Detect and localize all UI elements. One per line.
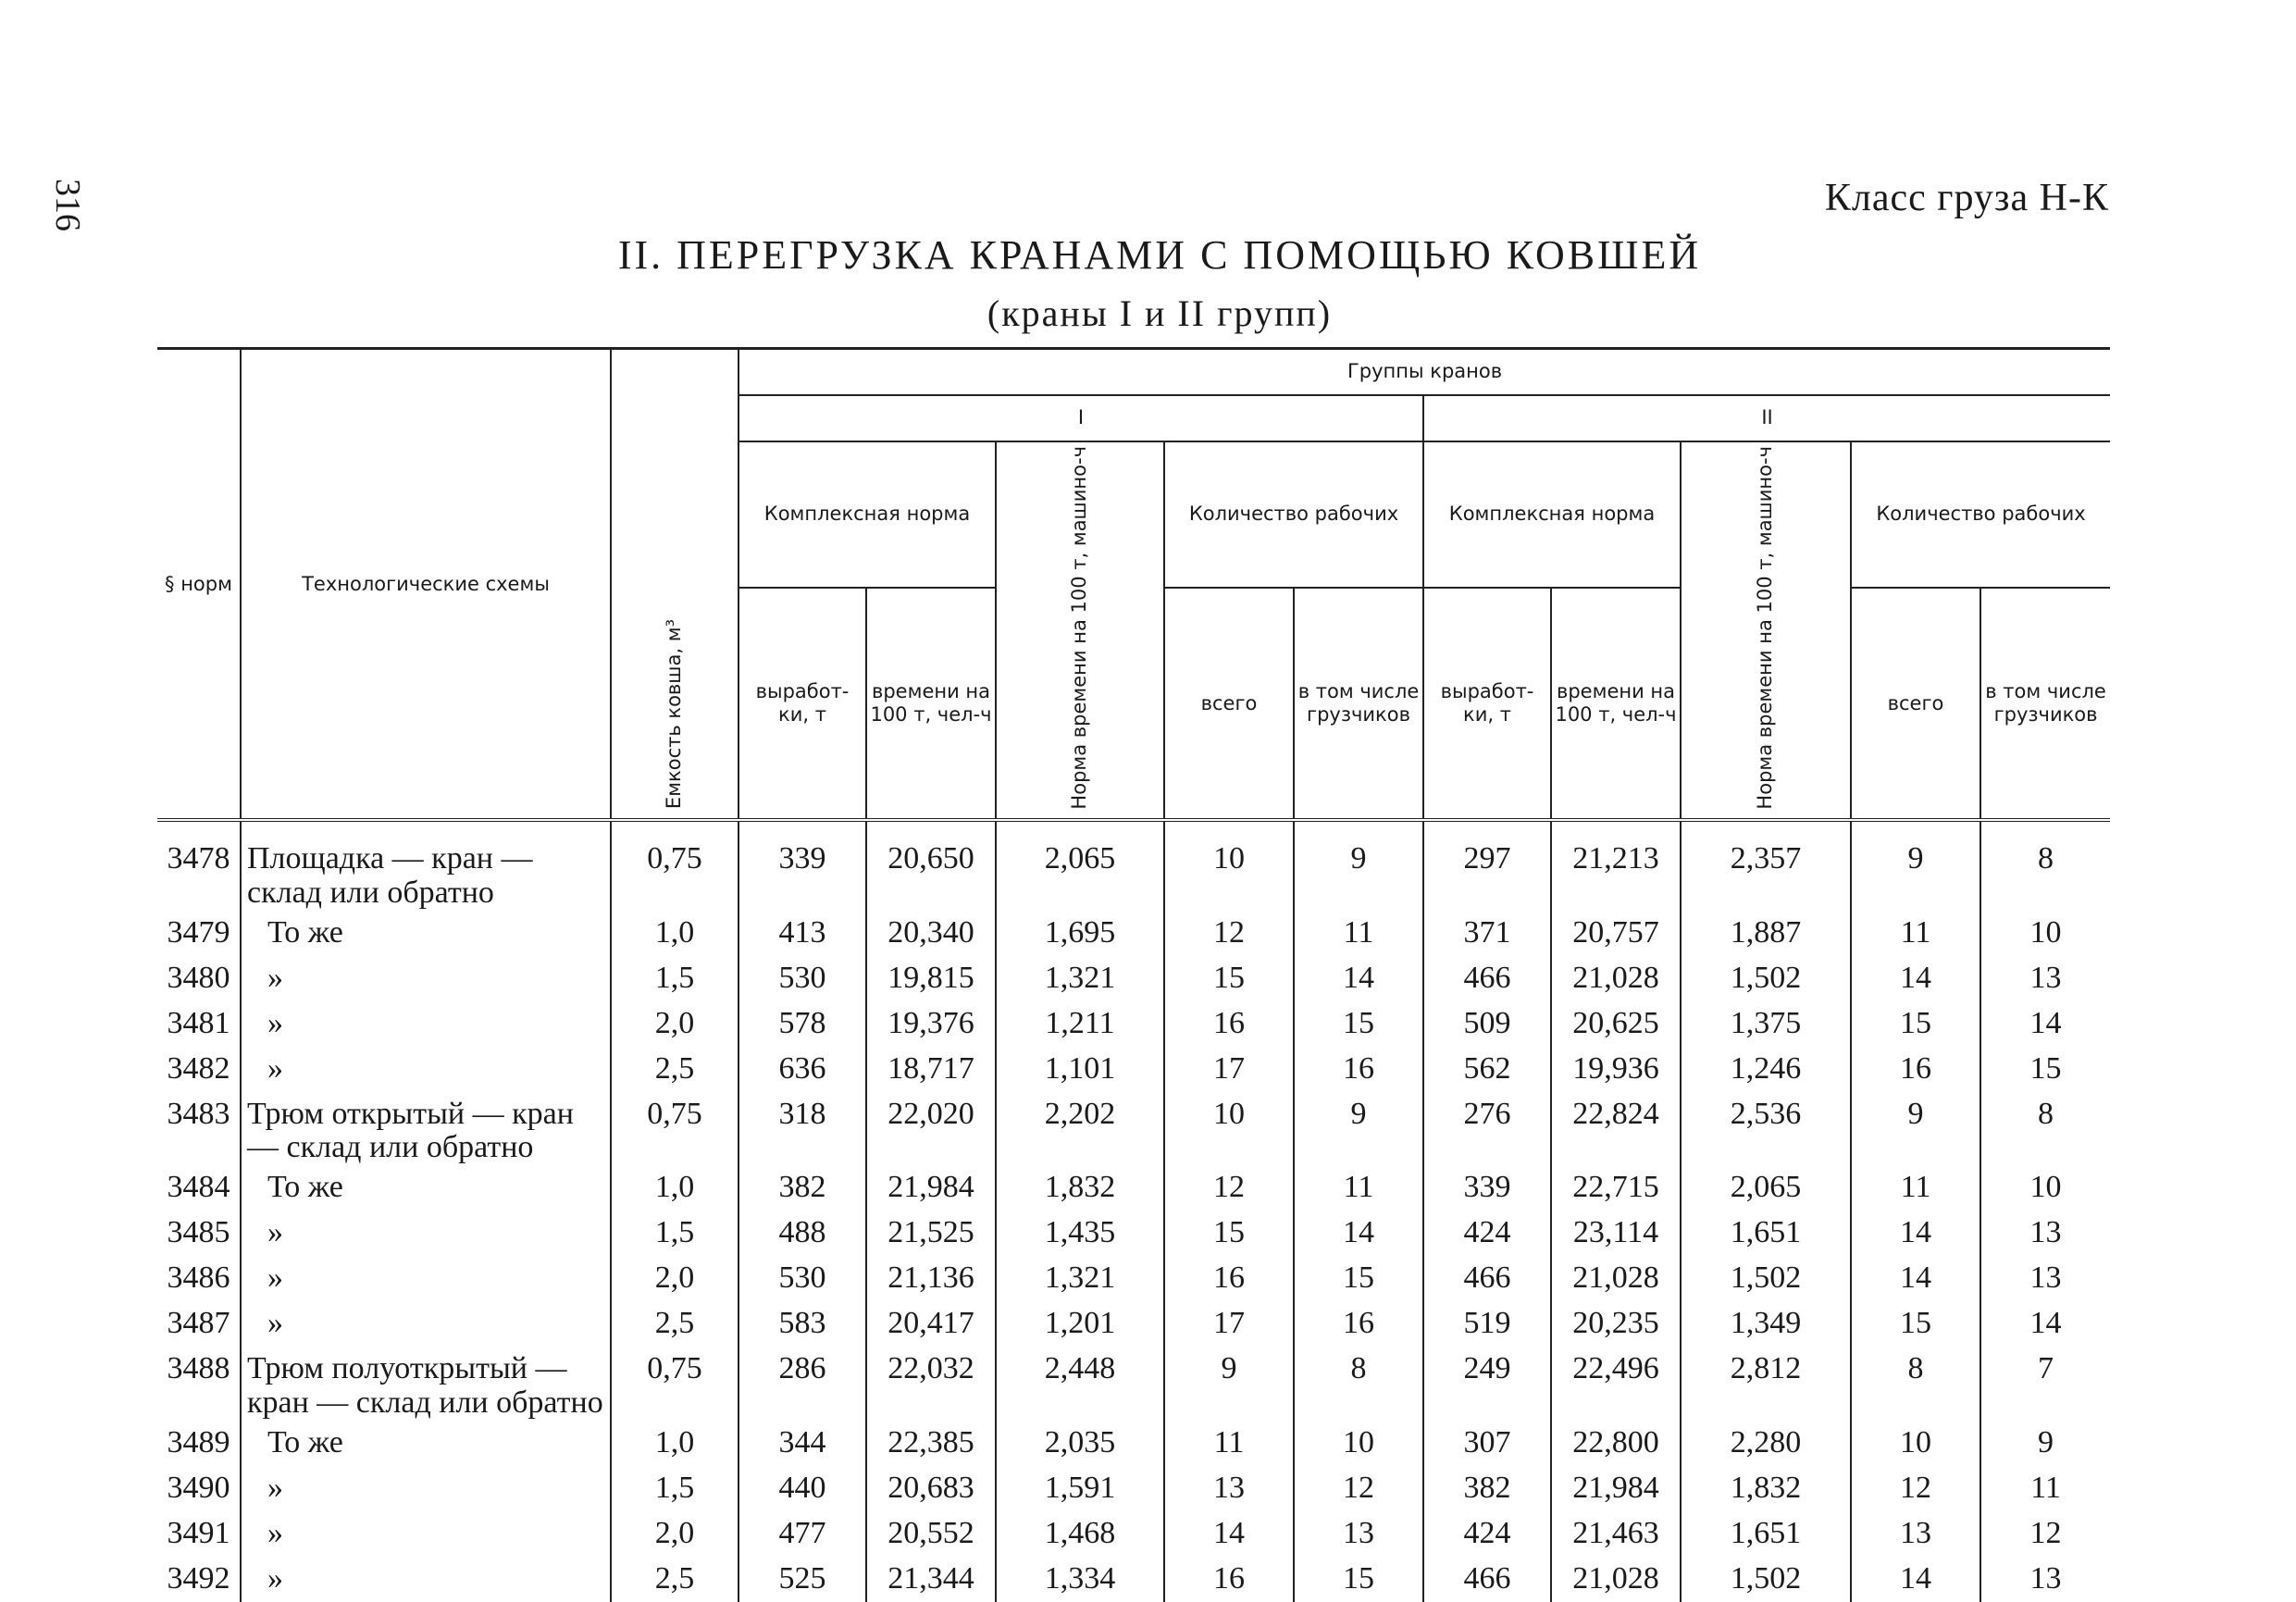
cell-g2-time: 21,463 bbox=[1551, 1511, 1681, 1557]
cell-g2-machine-time: 1,375 bbox=[1681, 1001, 1851, 1047]
cell-g1-loaders: 11 bbox=[1294, 1165, 1423, 1211]
cell-g2-machine-time: 1,651 bbox=[1681, 1211, 1851, 1256]
cell-scheme: Трюм полуоткрытый — кран — склад или обратно bbox=[241, 1347, 611, 1420]
section-title: II. ПЕРЕГРУЗКА КРАНАМИ С ПОМОЩЬЮ КОВШЕЙ bbox=[617, 232, 1702, 278]
cell-bucket-capacity: 0,75 bbox=[611, 1092, 738, 1165]
cell-bucket-capacity: 2,0 bbox=[611, 1001, 738, 1047]
cell-g2-machine-time: 1,246 bbox=[1681, 1047, 1851, 1092]
cell-g1-output: 530 bbox=[738, 1256, 866, 1301]
cell-g2-machine-time: 1,832 bbox=[1681, 1466, 1851, 1511]
cell-scheme: » bbox=[241, 1211, 611, 1256]
header-group-1: I bbox=[738, 395, 1423, 441]
cell-g1-workers-total: 17 bbox=[1164, 1047, 1294, 1092]
cell-g1-time: 21,136 bbox=[866, 1256, 996, 1301]
cell-norm-number: 3487 bbox=[167, 1306, 230, 1341]
cell-g2-output: 509 bbox=[1423, 1001, 1551, 1047]
header-g2-loaders: в том числе грузчиков bbox=[1980, 588, 2110, 820]
cell-bucket-capacity: 2,5 bbox=[611, 1557, 738, 1602]
cell-norm-number: 3491 bbox=[167, 1515, 230, 1550]
cell-g1-machine-time: 1,201 bbox=[996, 1301, 1164, 1347]
cell-g1-output: 440 bbox=[738, 1466, 866, 1511]
cell-g2-loaders: 9 bbox=[1980, 1421, 2110, 1466]
cell-g1-output: 286 bbox=[738, 1347, 866, 1420]
cell-scheme: » bbox=[241, 956, 611, 1001]
cell-g2-workers-total: 16 bbox=[1851, 1047, 1980, 1092]
cell-norm-number: 3486 bbox=[167, 1260, 230, 1296]
table-header bbox=[157, 349, 2110, 821]
cell-g1-loaders: 15 bbox=[1294, 1001, 1423, 1047]
cell-g1-machine-time: 1,435 bbox=[996, 1211, 1164, 1256]
cell-g1-machine-time: 1,468 bbox=[996, 1511, 1164, 1557]
header-g2-machine-time: Норма времени на 100 т, машино-ч bbox=[1681, 441, 1851, 821]
cell-g2-loaders: 13 bbox=[1980, 1256, 2110, 1301]
cell-g2-workers-total: 11 bbox=[1851, 1165, 1980, 1211]
norms-table bbox=[157, 347, 2110, 1602]
header-g2-workers: Количество рабочих bbox=[1851, 441, 2110, 589]
table-row bbox=[157, 956, 2110, 1001]
cell-g1-workers-total: 12 bbox=[1164, 1165, 1294, 1211]
cell-g1-loaders: 11 bbox=[1294, 911, 1423, 956]
cell-g1-output: 339 bbox=[738, 820, 866, 910]
cell-g1-output: 525 bbox=[738, 1557, 866, 1602]
cell-g1-workers-total: 17 bbox=[1164, 1301, 1294, 1347]
cell-bucket-capacity: 1,0 bbox=[611, 911, 738, 956]
cell-g1-time: 18,717 bbox=[866, 1047, 996, 1092]
cell-g1-loaders: 15 bbox=[1294, 1256, 1423, 1301]
cell-scheme: » bbox=[241, 1001, 611, 1047]
cell-g1-workers-total: 13 bbox=[1164, 1466, 1294, 1511]
cell-norm-number: 3488 bbox=[167, 1351, 230, 1386]
cell-scheme: » bbox=[241, 1557, 611, 1602]
cell-g2-output: 307 bbox=[1423, 1421, 1551, 1466]
section-subtitle: (краны I и II групп) bbox=[987, 292, 1333, 334]
table-row bbox=[157, 1211, 2110, 1256]
cell-g1-output: 583 bbox=[738, 1301, 866, 1347]
header-group-2: II bbox=[1423, 395, 2110, 441]
cell-g2-workers-total: 9 bbox=[1851, 1092, 1980, 1165]
cell-g1-machine-time: 1,334 bbox=[996, 1557, 1164, 1602]
table-row bbox=[157, 1301, 2110, 1347]
cell-g1-output: 578 bbox=[738, 1001, 866, 1047]
header-g2-complex-norm: Комплексная норма bbox=[1423, 441, 1681, 589]
cell-bucket-capacity: 0,75 bbox=[611, 820, 738, 910]
cell-g2-machine-time: 1,887 bbox=[1681, 911, 1851, 956]
cell-g2-output: 339 bbox=[1423, 1165, 1551, 1211]
cell-g1-loaders: 12 bbox=[1294, 1466, 1423, 1511]
cell-g2-workers-total: 14 bbox=[1851, 1557, 1980, 1602]
cell-g2-time: 22,824 bbox=[1551, 1092, 1681, 1165]
cell-g2-time: 21,984 bbox=[1551, 1466, 1681, 1511]
cell-g1-machine-time: 2,065 bbox=[996, 820, 1164, 910]
cell-g2-loaders: 11 bbox=[1980, 1466, 2110, 1511]
cell-g2-workers-total: 14 bbox=[1851, 1256, 1980, 1301]
header-g1-total: всего bbox=[1164, 588, 1294, 820]
cell-g2-output: 519 bbox=[1423, 1301, 1551, 1347]
cargo-class-label: Класс груза Н-К bbox=[1824, 177, 2109, 219]
cell-g2-loaders: 12 bbox=[1980, 1511, 2110, 1557]
cell-g1-workers-total: 9 bbox=[1164, 1347, 1294, 1420]
cell-g1-output: 488 bbox=[738, 1211, 866, 1256]
header-norm-no: § норм bbox=[157, 349, 241, 821]
cell-g2-loaders: 13 bbox=[1980, 1557, 2110, 1602]
cell-g2-loaders: 14 bbox=[1980, 1001, 2110, 1047]
header-scheme: Технологические схемы bbox=[241, 349, 611, 821]
cell-g2-workers-total: 15 bbox=[1851, 1001, 1980, 1047]
cell-scheme: Трюм открытый — кран — склад или обратно bbox=[241, 1092, 611, 1165]
cell-norm-number: 3490 bbox=[167, 1470, 230, 1505]
table-row bbox=[157, 1165, 2110, 1211]
cell-g2-workers-total: 15 bbox=[1851, 1301, 1980, 1347]
table-row bbox=[157, 1092, 2110, 1165]
cell-g2-machine-time: 2,812 bbox=[1681, 1347, 1851, 1420]
cell-g1-output: 318 bbox=[738, 1092, 866, 1165]
cell-scheme: То же bbox=[241, 911, 611, 956]
cell-g2-loaders: 10 bbox=[1980, 1165, 2110, 1211]
header-g2-total: всего bbox=[1851, 588, 1980, 820]
table-row bbox=[157, 1511, 2110, 1557]
cell-g2-loaders: 8 bbox=[1980, 820, 2110, 910]
cell-g1-machine-time: 1,832 bbox=[996, 1165, 1164, 1211]
table-body bbox=[157, 820, 2110, 1601]
cell-g2-time: 20,625 bbox=[1551, 1001, 1681, 1047]
cell-g2-time: 21,028 bbox=[1551, 956, 1681, 1001]
cell-g2-output: 562 bbox=[1423, 1047, 1551, 1092]
cell-g1-workers-total: 10 bbox=[1164, 1092, 1294, 1165]
cell-g2-time: 23,114 bbox=[1551, 1211, 1681, 1256]
cell-bucket-capacity: 0,75 bbox=[611, 1347, 738, 1420]
table-row bbox=[157, 1421, 2110, 1466]
cell-g1-workers-total: 16 bbox=[1164, 1001, 1294, 1047]
cell-g2-output: 466 bbox=[1423, 1557, 1551, 1602]
cell-norm-number: 3485 bbox=[167, 1215, 230, 1250]
cell-g1-workers-total: 15 bbox=[1164, 1211, 1294, 1256]
header-g1-output: выработ-ки, т bbox=[738, 588, 866, 820]
header-g1-time: времени на 100 т, чел-ч bbox=[866, 588, 996, 820]
cell-g2-time: 22,715 bbox=[1551, 1165, 1681, 1211]
header-crane-groups: Группы кранов bbox=[738, 349, 2110, 395]
cell-g1-machine-time: 1,321 bbox=[996, 1256, 1164, 1301]
cell-g1-time: 22,385 bbox=[866, 1421, 996, 1466]
table-row bbox=[157, 1256, 2110, 1301]
cell-g1-time: 21,344 bbox=[866, 1557, 996, 1602]
cell-g1-loaders: 16 bbox=[1294, 1047, 1423, 1092]
header-g1-loaders: в том числе грузчиков bbox=[1294, 588, 1423, 820]
cell-g2-loaders: 15 bbox=[1980, 1047, 2110, 1092]
cell-g2-output: 276 bbox=[1423, 1092, 1551, 1165]
cell-scheme: » bbox=[241, 1301, 611, 1347]
cell-g1-output: 344 bbox=[738, 1421, 866, 1466]
table-row bbox=[157, 820, 2110, 910]
cell-g1-output: 636 bbox=[738, 1047, 866, 1092]
cell-g1-machine-time: 1,101 bbox=[996, 1047, 1164, 1092]
table-row bbox=[157, 1347, 2110, 1420]
cell-g2-machine-time: 2,357 bbox=[1681, 820, 1851, 910]
cell-g1-workers-total: 10 bbox=[1164, 820, 1294, 910]
cell-g1-workers-total: 15 bbox=[1164, 956, 1294, 1001]
cell-g2-machine-time: 1,502 bbox=[1681, 1256, 1851, 1301]
table-row bbox=[157, 1557, 2110, 1602]
cell-scheme: То же bbox=[241, 1421, 611, 1466]
cell-g1-workers-total: 11 bbox=[1164, 1421, 1294, 1466]
cell-g2-workers-total: 14 bbox=[1851, 956, 1980, 1001]
cell-g2-workers-total: 8 bbox=[1851, 1347, 1980, 1420]
cell-g1-machine-time: 1,591 bbox=[996, 1466, 1164, 1511]
cell-g1-time: 20,340 bbox=[866, 911, 996, 956]
cell-g2-output: 371 bbox=[1423, 911, 1551, 956]
header-g1-workers: Количество рабочих bbox=[1164, 441, 1423, 589]
cell-norm-number: 3489 bbox=[167, 1424, 230, 1459]
cell-g1-time: 21,525 bbox=[866, 1211, 996, 1256]
cell-g1-time: 20,683 bbox=[866, 1466, 996, 1511]
cell-bucket-capacity: 1,5 bbox=[611, 1466, 738, 1511]
cell-g2-workers-total: 11 bbox=[1851, 911, 1980, 956]
cell-g1-time: 22,032 bbox=[866, 1347, 996, 1420]
cell-g2-time: 21,028 bbox=[1551, 1557, 1681, 1602]
cell-g2-machine-time: 2,536 bbox=[1681, 1092, 1851, 1165]
cell-scheme: » bbox=[241, 1047, 611, 1092]
header-g2-output: выработ-ки, т bbox=[1423, 588, 1551, 820]
cell-g1-time: 21,984 bbox=[866, 1165, 996, 1211]
cell-g1-machine-time: 1,695 bbox=[996, 911, 1164, 956]
cell-g2-time: 22,800 bbox=[1551, 1421, 1681, 1466]
table-row bbox=[157, 1466, 2110, 1511]
cell-g2-loaders: 7 bbox=[1980, 1347, 2110, 1420]
cell-g2-machine-time: 1,651 bbox=[1681, 1511, 1851, 1557]
cell-g2-workers-total: 13 bbox=[1851, 1511, 1980, 1557]
cell-g1-loaders: 14 bbox=[1294, 956, 1423, 1001]
cell-scheme: » bbox=[241, 1511, 611, 1557]
cell-g1-workers-total: 12 bbox=[1164, 911, 1294, 956]
cell-norm-number: 3484 bbox=[167, 1170, 230, 1205]
cell-g1-workers-total: 14 bbox=[1164, 1511, 1294, 1557]
header-g1-complex-norm: Комплексная норма bbox=[738, 441, 996, 589]
cell-norm-number: 3482 bbox=[167, 1050, 230, 1086]
table-row bbox=[157, 1001, 2110, 1047]
cell-g2-output: 424 bbox=[1423, 1511, 1551, 1557]
cell-g2-output: 466 bbox=[1423, 1256, 1551, 1301]
cell-norm-number: 3481 bbox=[167, 1005, 230, 1040]
cell-g1-time: 19,376 bbox=[866, 1001, 996, 1047]
cell-scheme: » bbox=[241, 1466, 611, 1511]
cell-scheme: Площадка — кран — склад или обратно bbox=[241, 820, 611, 910]
cell-g2-output: 297 bbox=[1423, 820, 1551, 910]
cell-g1-machine-time: 2,035 bbox=[996, 1421, 1164, 1466]
cell-g1-output: 413 bbox=[738, 911, 866, 956]
cell-norm-number: 3480 bbox=[167, 960, 230, 995]
cell-g2-loaders: 10 bbox=[1980, 911, 2110, 956]
cell-norm-number: 3492 bbox=[167, 1560, 230, 1596]
cell-g1-loaders: 9 bbox=[1294, 1092, 1423, 1165]
cell-scheme: » bbox=[241, 1256, 611, 1301]
cell-norm-number: 3478 bbox=[167, 841, 230, 876]
cell-g2-output: 249 bbox=[1423, 1347, 1551, 1420]
cell-g2-time: 21,028 bbox=[1551, 1256, 1681, 1301]
cell-g1-time: 19,815 bbox=[866, 956, 996, 1001]
cell-g2-loaders: 14 bbox=[1980, 1301, 2110, 1347]
cell-g1-output: 382 bbox=[738, 1165, 866, 1211]
page-number: 316 bbox=[48, 179, 87, 231]
cell-g1-time: 20,552 bbox=[866, 1511, 996, 1557]
cell-g2-machine-time: 1,349 bbox=[1681, 1301, 1851, 1347]
cell-g2-loaders: 13 bbox=[1980, 956, 2110, 1001]
cell-g1-workers-total: 16 bbox=[1164, 1557, 1294, 1602]
cell-g2-time: 21,213 bbox=[1551, 820, 1681, 910]
cell-bucket-capacity: 2,5 bbox=[611, 1047, 738, 1092]
cell-g2-output: 382 bbox=[1423, 1466, 1551, 1511]
cell-g2-workers-total: 12 bbox=[1851, 1466, 1980, 1511]
cell-scheme: То же bbox=[241, 1165, 611, 1211]
cell-g2-time: 19,936 bbox=[1551, 1047, 1681, 1092]
cell-bucket-capacity: 2,5 bbox=[611, 1301, 738, 1347]
header-bucket-capacity: Емкость ковша, м³ bbox=[611, 349, 738, 821]
cell-g1-machine-time: 2,448 bbox=[996, 1347, 1164, 1420]
cell-g1-loaders: 9 bbox=[1294, 820, 1423, 910]
cell-bucket-capacity: 1,5 bbox=[611, 956, 738, 1001]
cell-g2-loaders: 13 bbox=[1980, 1211, 2110, 1256]
cell-g1-loaders: 8 bbox=[1294, 1347, 1423, 1420]
cell-norm-number: 3483 bbox=[167, 1096, 230, 1131]
cell-g2-time: 22,496 bbox=[1551, 1347, 1681, 1420]
cell-g2-output: 466 bbox=[1423, 956, 1551, 1001]
cell-g1-output: 530 bbox=[738, 956, 866, 1001]
cell-bucket-capacity: 2,0 bbox=[611, 1511, 738, 1557]
cell-g1-machine-time: 1,321 bbox=[996, 956, 1164, 1001]
cell-g1-loaders: 16 bbox=[1294, 1301, 1423, 1347]
table-row bbox=[157, 911, 2110, 956]
cell-g1-workers-total: 16 bbox=[1164, 1256, 1294, 1301]
cell-bucket-capacity: 2,0 bbox=[611, 1256, 738, 1301]
cell-g1-time: 22,020 bbox=[866, 1092, 996, 1165]
cell-g1-loaders: 15 bbox=[1294, 1557, 1423, 1602]
cell-g2-time: 20,235 bbox=[1551, 1301, 1681, 1347]
cell-g2-time: 20,757 bbox=[1551, 911, 1681, 956]
cell-g1-loaders: 10 bbox=[1294, 1421, 1423, 1466]
cell-g2-workers-total: 14 bbox=[1851, 1211, 1980, 1256]
cell-bucket-capacity: 1,5 bbox=[611, 1211, 738, 1256]
cell-g2-loaders: 8 bbox=[1980, 1092, 2110, 1165]
cell-g1-loaders: 13 bbox=[1294, 1511, 1423, 1557]
cell-norm-number: 3479 bbox=[167, 914, 230, 950]
cell-g1-time: 20,650 bbox=[866, 820, 996, 910]
cell-g1-output: 477 bbox=[738, 1511, 866, 1557]
header-g1-machine-time: Норма времени на 100 т, машино-ч bbox=[996, 441, 1164, 821]
cell-g2-machine-time: 2,065 bbox=[1681, 1165, 1851, 1211]
header-g2-time: времени на 100 т, чел-ч bbox=[1551, 588, 1681, 820]
cell-g1-machine-time: 2,202 bbox=[996, 1092, 1164, 1165]
cell-g2-machine-time: 1,502 bbox=[1681, 1557, 1851, 1602]
cell-bucket-capacity: 1,0 bbox=[611, 1165, 738, 1211]
cell-g2-machine-time: 1,502 bbox=[1681, 956, 1851, 1001]
cell-g2-machine-time: 2,280 bbox=[1681, 1421, 1851, 1466]
cell-g1-time: 20,417 bbox=[866, 1301, 996, 1347]
cell-g2-output: 424 bbox=[1423, 1211, 1551, 1256]
cell-g2-workers-total: 9 bbox=[1851, 820, 1980, 910]
table-row bbox=[157, 1047, 2110, 1092]
cell-g1-loaders: 14 bbox=[1294, 1211, 1423, 1256]
cell-g1-machine-time: 1,211 bbox=[996, 1001, 1164, 1047]
cell-g2-workers-total: 10 bbox=[1851, 1421, 1980, 1466]
cell-bucket-capacity: 1,0 bbox=[611, 1421, 738, 1466]
